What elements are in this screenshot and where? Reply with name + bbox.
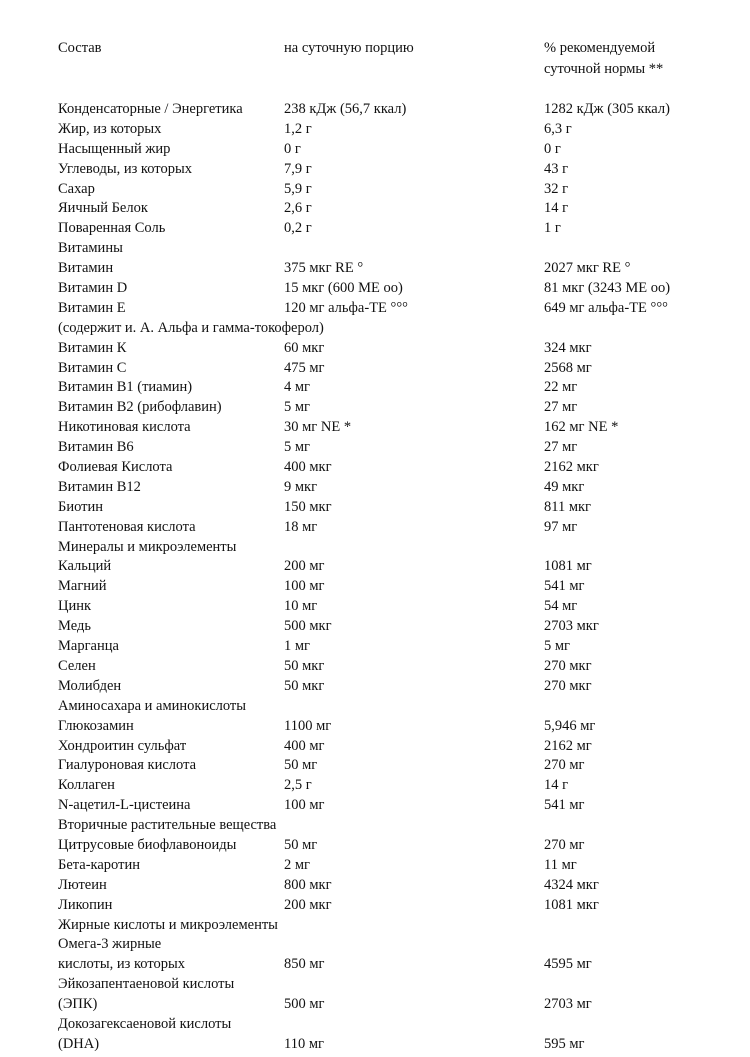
row-name: Медь xyxy=(58,618,91,635)
table-row xyxy=(58,697,738,717)
table-row xyxy=(58,180,738,200)
row-name: Биотин xyxy=(58,498,104,515)
row-name: Витамин C xyxy=(58,359,127,376)
row-name: Кальций xyxy=(58,558,112,575)
row-rdi: 649 мг альфа-TE °°° xyxy=(544,299,668,316)
row-dose: 5,9 г xyxy=(284,180,312,197)
row-dose: 1 мг xyxy=(284,638,310,655)
row-rdi: 541 мг xyxy=(544,797,585,814)
row-rdi: 4324 мкг xyxy=(544,876,599,893)
row-rdi: 22 мг xyxy=(544,379,578,396)
row-name: Насыщенный жир xyxy=(58,140,171,157)
table-body xyxy=(58,100,738,1055)
row-dose: 2,6 г xyxy=(284,200,312,217)
table-row xyxy=(58,279,738,299)
row-dose: 60 мкг xyxy=(284,339,325,356)
row-rdi: 54 мг xyxy=(544,598,578,615)
table-row xyxy=(58,100,738,120)
row-rdi: 270 мкг xyxy=(544,657,592,674)
row-name: Цинк xyxy=(58,598,92,615)
table-row xyxy=(58,816,738,836)
row-name: Витамин B1 (тиамин) xyxy=(58,379,193,396)
row-dose: 2,5 г xyxy=(284,777,312,794)
table-row xyxy=(58,478,738,498)
row-name: Цитрусовые биофлавоноиды xyxy=(58,836,237,853)
table-row xyxy=(58,518,738,538)
table-row xyxy=(58,995,738,1015)
header-composition: Состав xyxy=(58,40,102,56)
table-row xyxy=(58,1035,738,1055)
row-name: кислоты, из которых xyxy=(58,956,185,973)
row-rdi: 5,946 мг xyxy=(544,717,596,734)
header-rdi xyxy=(544,38,663,80)
row-dose: 50 мг xyxy=(284,836,318,853)
table-row xyxy=(58,259,738,279)
row-name: Витамин К xyxy=(58,339,127,356)
row-name: Яичный Белок xyxy=(58,200,148,217)
row-name: Пантотеновая кислота xyxy=(58,518,196,535)
table-row xyxy=(58,239,738,259)
table-row xyxy=(58,916,738,936)
row-rdi: 11 мг xyxy=(544,856,577,873)
row-dose: 15 мкг (600 МЕ оо) xyxy=(284,280,403,297)
row-dose: 9 мкг xyxy=(284,478,318,495)
row-rdi: 1 г xyxy=(544,220,561,237)
row-dose: 10 мг xyxy=(284,598,318,615)
table-row xyxy=(58,796,738,816)
table-row xyxy=(58,160,738,180)
row-rdi: 324 мкг xyxy=(544,339,592,356)
row-name: Аминосахара и аминокислоты xyxy=(58,697,247,714)
row-rdi: 2703 мг xyxy=(544,996,592,1013)
row-dose: 50 мкг xyxy=(284,677,325,694)
table-row xyxy=(58,597,738,617)
row-name: Глюкозамин xyxy=(58,717,134,734)
row-name: Поваренная Соль xyxy=(58,220,166,237)
row-dose: 500 мкг xyxy=(284,618,332,635)
table-row xyxy=(58,677,738,697)
nutrition-table xyxy=(58,38,738,1055)
table-row xyxy=(58,896,738,916)
table-row xyxy=(58,219,738,239)
row-name: Витамин xyxy=(58,260,114,277)
header-rdi-line2: суточной нормы ** xyxy=(544,61,664,77)
table-row xyxy=(58,577,738,597)
row-dose: 238 кДж (56,7 ккал) xyxy=(284,101,407,117)
header-rdi-line1: % рекомендуемой xyxy=(544,40,656,56)
table-row xyxy=(58,359,738,379)
row-dose: 7,9 г xyxy=(284,160,312,177)
table-row xyxy=(58,458,738,478)
table-row xyxy=(58,140,738,160)
row-rdi: 32 г xyxy=(544,180,569,197)
row-name: Жирные кислоты и микроэлементы xyxy=(58,916,278,933)
row-rdi: 595 мг xyxy=(544,1035,585,1052)
row-dose: 2 мг xyxy=(284,856,310,873)
table-row xyxy=(58,438,738,458)
row-name: Витамин D xyxy=(58,280,128,297)
table-row xyxy=(58,776,738,796)
row-rdi: 97 мг xyxy=(544,518,578,535)
row-dose: 200 мкг xyxy=(284,896,332,913)
table-row xyxy=(58,836,738,856)
row-name: Омега-3 жирные xyxy=(58,936,162,953)
header-daily-portion: на суточную порцию xyxy=(284,40,414,56)
row-dose: 800 мкг xyxy=(284,876,332,893)
row-name: Лютеин xyxy=(58,876,107,893)
table-row xyxy=(58,717,738,737)
row-dose: 1,2 г xyxy=(284,120,312,137)
row-dose: 50 мкг xyxy=(284,657,325,674)
row-dose: 375 мкг RE ° xyxy=(284,260,364,277)
row-rdi: 14 г xyxy=(544,200,569,217)
row-name: Жир, из которых xyxy=(58,120,162,137)
row-name: Витамин B6 xyxy=(58,439,134,456)
table-row xyxy=(58,378,738,398)
table-row xyxy=(58,737,738,757)
header-spacer xyxy=(58,90,738,100)
table-row xyxy=(58,498,738,518)
table-row xyxy=(58,975,738,995)
table-row xyxy=(58,120,738,140)
row-dose: 0,2 г xyxy=(284,220,312,237)
table-row xyxy=(58,319,738,339)
row-dose: 5 мг xyxy=(284,399,310,416)
row-rdi: 2568 мг xyxy=(544,359,592,376)
row-rdi: 2703 мкг xyxy=(544,618,599,635)
row-dose: 475 мг xyxy=(284,359,325,376)
row-dose: 18 мг xyxy=(284,518,318,535)
row-name: Бета-каротин xyxy=(58,856,140,873)
row-rdi: 14 г xyxy=(544,777,569,794)
row-rdi: 270 мг xyxy=(544,757,585,774)
row-rdi: 2162 мкг xyxy=(544,459,599,476)
row-dose: 120 мг альфа-TE °°° xyxy=(284,299,408,316)
row-dose: 110 мг xyxy=(284,1035,324,1052)
row-name: (ЭПК) xyxy=(58,996,98,1013)
row-rdi: 27 мг xyxy=(544,439,578,456)
row-name: Сахар xyxy=(58,180,95,197)
row-name: Коллаген xyxy=(58,777,115,794)
row-name: Гиалуроновая кислота xyxy=(58,757,197,774)
row-rdi: 5 мг xyxy=(544,638,570,655)
row-rdi: 0 г xyxy=(544,140,561,157)
row-rdi: 2162 мг xyxy=(544,737,592,754)
row-dose: 5 мг xyxy=(284,439,310,456)
row-name: Докозагексаеновой кислоты xyxy=(58,1015,232,1032)
row-rdi: 811 мкг xyxy=(544,498,592,515)
row-rdi: 1282 кДж (305 ккал) xyxy=(544,101,670,117)
row-rdi: 162 мг NE * xyxy=(544,419,619,436)
row-name: Витамин B2 (рибофлавин) xyxy=(58,399,222,416)
table-row xyxy=(58,339,738,359)
row-dose: 500 мг xyxy=(284,996,325,1013)
row-name: Витамин B12 xyxy=(58,478,141,495)
row-dose: 30 мг NE * xyxy=(284,419,352,436)
row-name: Никотиновая кислота xyxy=(58,419,191,436)
row-rdi: 6,3 г xyxy=(544,120,572,137)
row-name: Вторичные растительные вещества xyxy=(58,817,277,834)
row-dose: 50 мг xyxy=(284,757,318,774)
row-rdi: 81 мкг (3243 МЕ оо) xyxy=(544,280,671,297)
row-rdi: 541 мг xyxy=(544,578,585,595)
row-rdi: 270 мг xyxy=(544,836,585,853)
row-dose: 0 г xyxy=(284,140,301,157)
row-name: Фолиевая Кислота xyxy=(58,459,173,476)
table-row xyxy=(58,538,738,558)
row-name: Минералы и микроэлементы xyxy=(58,538,237,555)
table-row xyxy=(58,657,738,677)
row-rdi: 43 г xyxy=(544,160,569,177)
row-rdi: 1081 мкг xyxy=(544,896,599,913)
row-rdi: 27 мг xyxy=(544,399,578,416)
row-name: Эйкозапентаеновой кислоты xyxy=(58,976,235,993)
row-rdi: 4595 мг xyxy=(544,956,592,973)
row-name: (DHA) xyxy=(58,1035,100,1052)
table-row xyxy=(58,557,738,577)
row-dose: 850 мг xyxy=(284,956,325,973)
table-row xyxy=(58,935,738,955)
table-row xyxy=(58,299,738,319)
row-name: (содержит и. А. Альфа и гамма-токоферол) xyxy=(58,319,324,336)
row-name: N-ацетил-L-цистеина xyxy=(58,797,191,814)
table-row xyxy=(58,199,738,219)
table-row xyxy=(58,418,738,438)
row-name: Витамин E xyxy=(58,299,126,316)
row-dose: 1100 мг xyxy=(284,717,332,734)
table-row xyxy=(58,856,738,876)
row-name: Конденсаторные / Энергетика xyxy=(58,101,243,117)
table-row xyxy=(58,398,738,418)
row-name: Витамины xyxy=(58,240,123,257)
row-dose: 4 мг xyxy=(284,379,310,396)
table-header xyxy=(58,38,738,90)
row-dose: 200 мг xyxy=(284,558,325,575)
row-dose: 150 мкг xyxy=(284,498,332,515)
row-dose: 400 мг xyxy=(284,737,325,754)
row-name: Магний xyxy=(58,578,107,595)
row-rdi: 2027 мкг RE ° xyxy=(544,260,631,277)
table-row xyxy=(58,1015,738,1035)
table-row xyxy=(58,876,738,896)
row-name: Марганца xyxy=(58,638,119,655)
table-row xyxy=(58,617,738,637)
row-name: Хондроитин сульфат xyxy=(58,737,187,754)
row-name: Молибден xyxy=(58,677,122,694)
row-dose: 100 мг xyxy=(284,578,325,595)
row-rdi: 270 мкг xyxy=(544,677,592,694)
row-dose: 100 мг xyxy=(284,797,325,814)
table-row xyxy=(58,637,738,657)
row-name: Углеводы, из которых xyxy=(58,160,192,177)
row-name: Селен xyxy=(58,657,96,674)
row-name: Ликопин xyxy=(58,896,113,913)
row-dose: 400 мкг xyxy=(284,459,332,476)
table-row xyxy=(58,756,738,776)
row-rdi: 1081 мг xyxy=(544,558,592,575)
table-row xyxy=(58,955,738,975)
row-rdi: 49 мкг xyxy=(544,478,585,495)
